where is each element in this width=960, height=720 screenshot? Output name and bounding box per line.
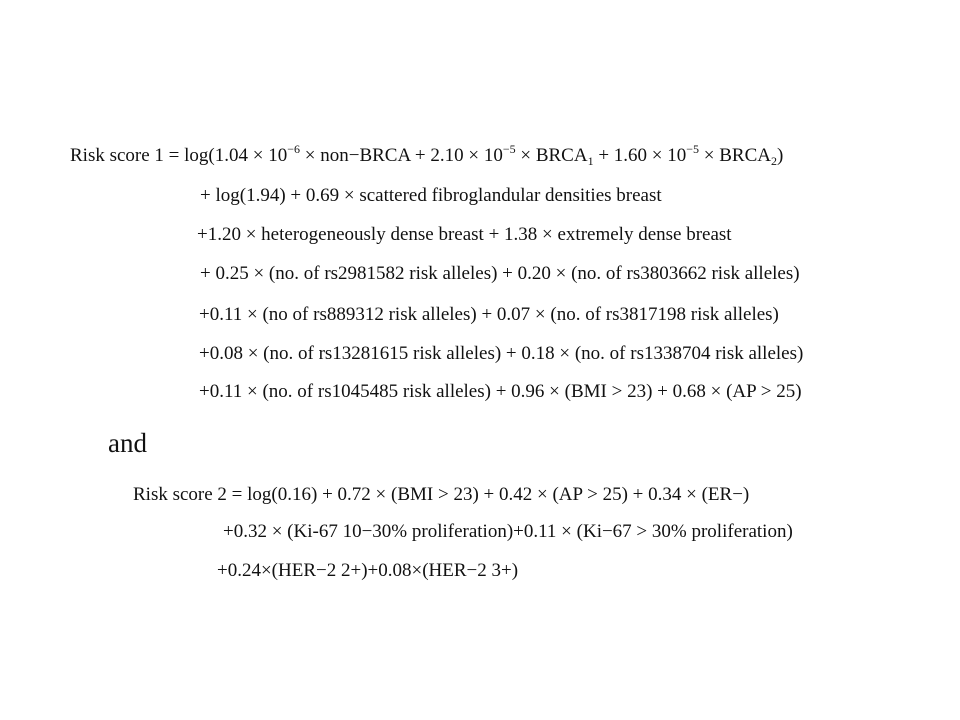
formula1-line7: +0.11 × (no. of rs1045485 risk alleles) + 0.96 × (BMI > 23) + 0.68 × (AP > 25) [199,381,802,402]
formula1-line1-sub-c: 1 [587,154,594,168]
formula1-line1-exp-b: −5 [502,142,516,156]
connector-text: and [108,428,147,458]
formula1-line1-part-c: × BRCA [515,145,588,166]
formula2-line3: +0.24×(HER−2 2+)+0.08×(HER−2 3+) [217,560,519,581]
formula1-line4: + 0.25 × (no. of rs2981582 risk alleles) + 0.20 × (no. of rs3803662 risk alleles) [200,263,800,284]
formula1-line1-part-f: ) [777,145,784,166]
formula1-line1-part-a: Risk score 1 = log(1.04 × 10 [70,145,288,166]
formula1-line1-exp-d: −5 [686,142,700,156]
formula2-line2: +0.32 × (Ki-67 10−30% proliferation)+0.11 × (Ki−67 > 30% proliferation) [223,521,793,542]
formula1-line1-exp-a: −6 [287,142,301,156]
formula1-line6: +0.08 × (no. of rs13281615 risk alleles) + 0.18 × (no. of rs1338704 risk alleles) [199,343,804,364]
formula1-line2: + log(1.94) + 0.69 × scattered fibroglandular densities breast [200,185,662,206]
formula1-line1-part-b: × non−BRCA + 2.10 × 10 [300,145,503,166]
formula1-line5: +0.11 × (no of rs889312 risk alleles) + 0.07 × (no. of rs3817198 risk alleles) [199,304,779,325]
formula1-line1-part-d: + 1.60 × 10 [593,145,687,166]
formula1-line3: +1.20 × heterogeneously dense breast + 1.38 × extremely dense breast [197,224,732,245]
formula1-line1 [70,144,783,169]
formula1-line1-sub-e: 2 [771,154,778,168]
formula2-line1: Risk score 2 = log(0.16) + 0.72 × (BMI > 23) + 0.42 × (AP > 25) + 0.34 × (ER−) [133,484,750,505]
formula1-line1-part-e: × BRCA [699,145,772,166]
